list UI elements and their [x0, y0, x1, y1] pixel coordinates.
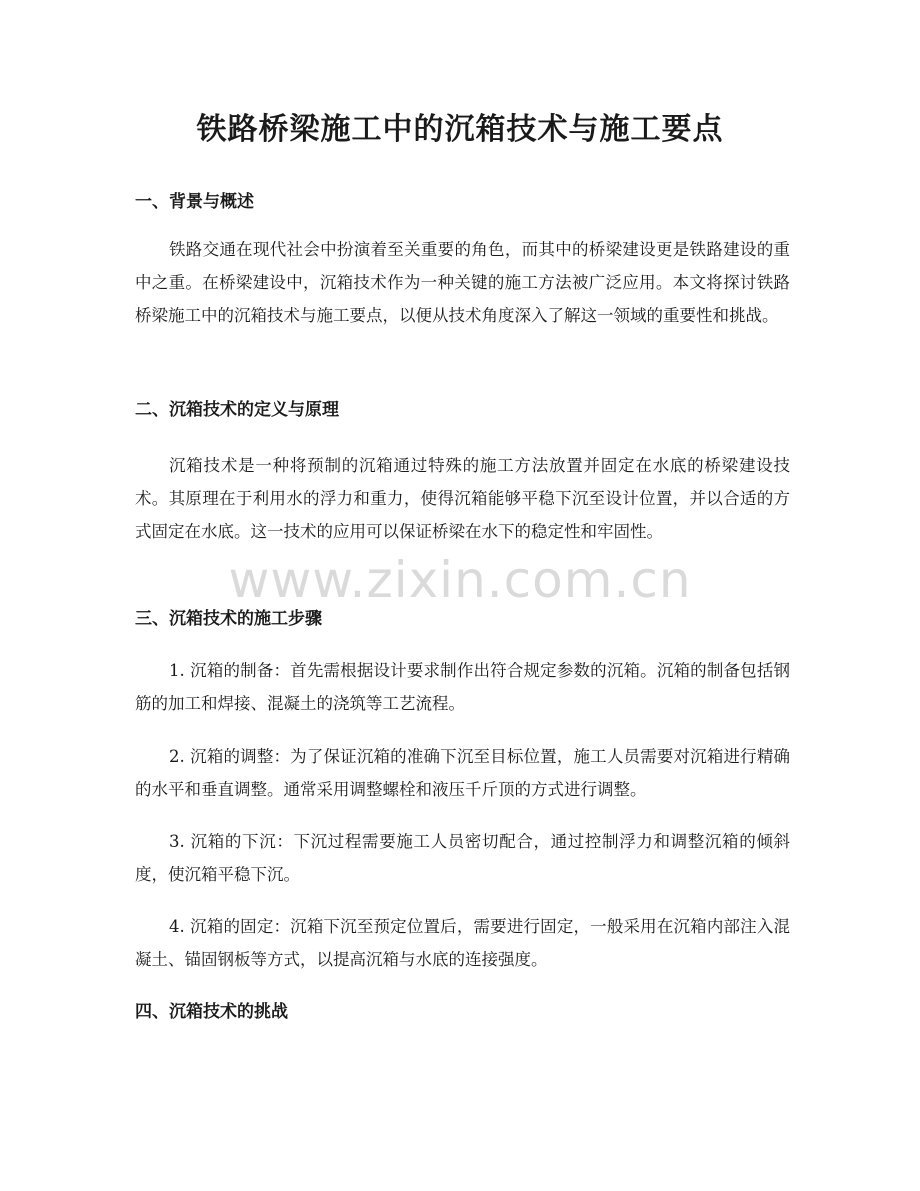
watermark: www.zixin.com.cn	[228, 551, 692, 609]
section-paragraph-background: 铁路交通在现代社会中扮演着至关重要的角色，而其中的桥梁建设更是铁路建设的重中之重。在桥梁建设中，沉箱技术作为一种关键的施工方法被广泛应用。本文将探讨铁路桥梁施工中的沉箱技术与施工要点，以便从技术角度深入了解这一领域的重要性和挑战。	[135, 240, 790, 325]
step-item: 1. 沉箱的制备：首先需根据设计要求制作出符合规定参数的沉箱。沉箱的制备包括钢筋的加工和焊接、混凝土的浇筑等工艺流程。	[135, 661, 790, 713]
section-heading-challenges: 四、沉箱技术的挑战	[135, 1002, 288, 1022]
section-paragraph-definition: 沉箱技术是一种将预制的沉箱通过特殊的施工方法放置并固定在水底的桥梁建设技术。其原理在于利用水的浮力和重力，使得沉箱能够平稳下沉至设计位置，并以合适的方式固定在水底。这一技术的应用可以保证桥梁在水下的稳定性和牢固性。	[135, 456, 790, 541]
section-heading-background: 一、背景与概述	[135, 192, 254, 212]
section-heading-definition: 二、沉箱技术的定义与原理	[135, 400, 339, 420]
step-item: 3. 沉箱的下沉：下沉过程需要施工人员密切配合，通过控制浮力和调整沉箱的倾斜度，使沉箱平稳下沉。	[135, 832, 790, 884]
step-item: 2. 沉箱的调整：为了保证沉箱的准确下沉至目标位置，施工人员需要对沉箱进行精确的水平和垂直调整。通常采用调整螺栓和液压千斤顶的方式进行调整。	[135, 747, 790, 799]
section-heading-steps: 三、沉箱技术的施工步骤	[135, 609, 322, 629]
document-title: 铁路桥梁施工中的沉箱技术与施工要点	[196, 112, 724, 147]
step-item: 4. 沉箱的固定：沉箱下沉至预定位置后，需要进行固定，一般采用在沉箱内部注入混凝土、锚固钢板等方式，以提高沉箱与水底的连接强度。	[135, 917, 790, 969]
